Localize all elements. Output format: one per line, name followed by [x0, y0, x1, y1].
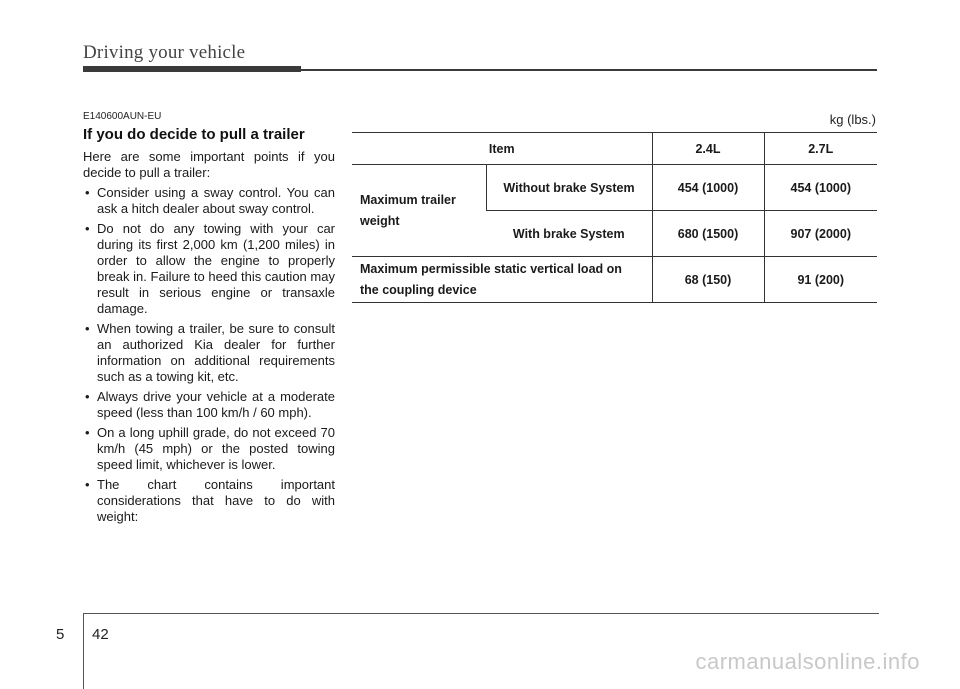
row-label: With brake System — [486, 211, 652, 257]
static-load-label: Maximum permissible static vertical load on the coupling device — [352, 257, 652, 303]
header-item: Item — [352, 133, 652, 165]
trailer-text-column — [83, 126, 335, 525]
bullet-icon: • — [85, 221, 90, 236]
cell-value: 68 (150) — [652, 257, 764, 303]
list-item: • When towing a trailer, be sure to consult an authorized Kia dealer for further information on additional requirements such as a towing kit, etc. — [85, 321, 335, 384]
list-item: • Always drive your vehicle at a moderate speed (less than 100 km/h / 60 mph). — [85, 389, 335, 420]
section-code: E140600AUN-EU — [83, 111, 162, 122]
list-item: • Consider using a sway control. You can ask a hitch dealer about sway control. — [85, 185, 335, 216]
chapter-number: 5 — [56, 626, 65, 643]
page-number: 42 — [92, 626, 109, 643]
watermark: carmanualsonline.info — [695, 649, 920, 674]
bullet-icon: • — [85, 477, 90, 492]
page-header-title: Driving your vehicle — [83, 42, 246, 63]
footer-rule — [83, 613, 879, 614]
trailer-weight-label: Maximum trailer weight — [352, 165, 486, 257]
header-2-4l: 2.4L — [652, 133, 764, 165]
row-label: Without brake System — [486, 165, 652, 211]
table-row — [352, 257, 877, 303]
cell-value: 91 (200) — [764, 257, 877, 303]
cell-value: 907 (2000) — [764, 211, 877, 257]
list-item: • On a long uphill grade, do not exceed 70 km/h (45 mph) or the posted towing speed limit, whichever is lower. — [85, 425, 335, 472]
table-row — [352, 165, 877, 211]
cell-value: 454 (1000) — [764, 165, 877, 211]
footer-divider — [83, 613, 84, 689]
table-header-row — [352, 133, 877, 165]
cell-value: 680 (1500) — [652, 211, 764, 257]
bullet-icon: • — [85, 389, 90, 404]
list-item: • Do not do any towing with your car during its first 2,000 km (1,200 miles) in order to allow the engine to properly break in. Failure to heed this caution may result in serious engine or transaxle damage. — [85, 221, 335, 316]
header-2-7l: 2.7L — [764, 133, 877, 165]
header-bar — [83, 66, 301, 72]
cell-value: 454 (1000) — [652, 165, 764, 211]
bullet-icon: • — [85, 425, 90, 440]
table-unit: kg (lbs.) — [829, 112, 876, 127]
header-rule — [301, 69, 877, 71]
trailer-weight-table — [352, 132, 877, 303]
trailer-points-list — [83, 185, 335, 525]
section-intro: Here are some important points if you decide to pull a trailer: — [83, 149, 335, 180]
bullet-icon: • — [85, 321, 90, 336]
list-item: • The chart contains important considerations that have to do with weight: — [85, 477, 335, 524]
section-title: If you do decide to pull a trailer — [83, 126, 305, 143]
bullet-icon: • — [85, 185, 90, 200]
